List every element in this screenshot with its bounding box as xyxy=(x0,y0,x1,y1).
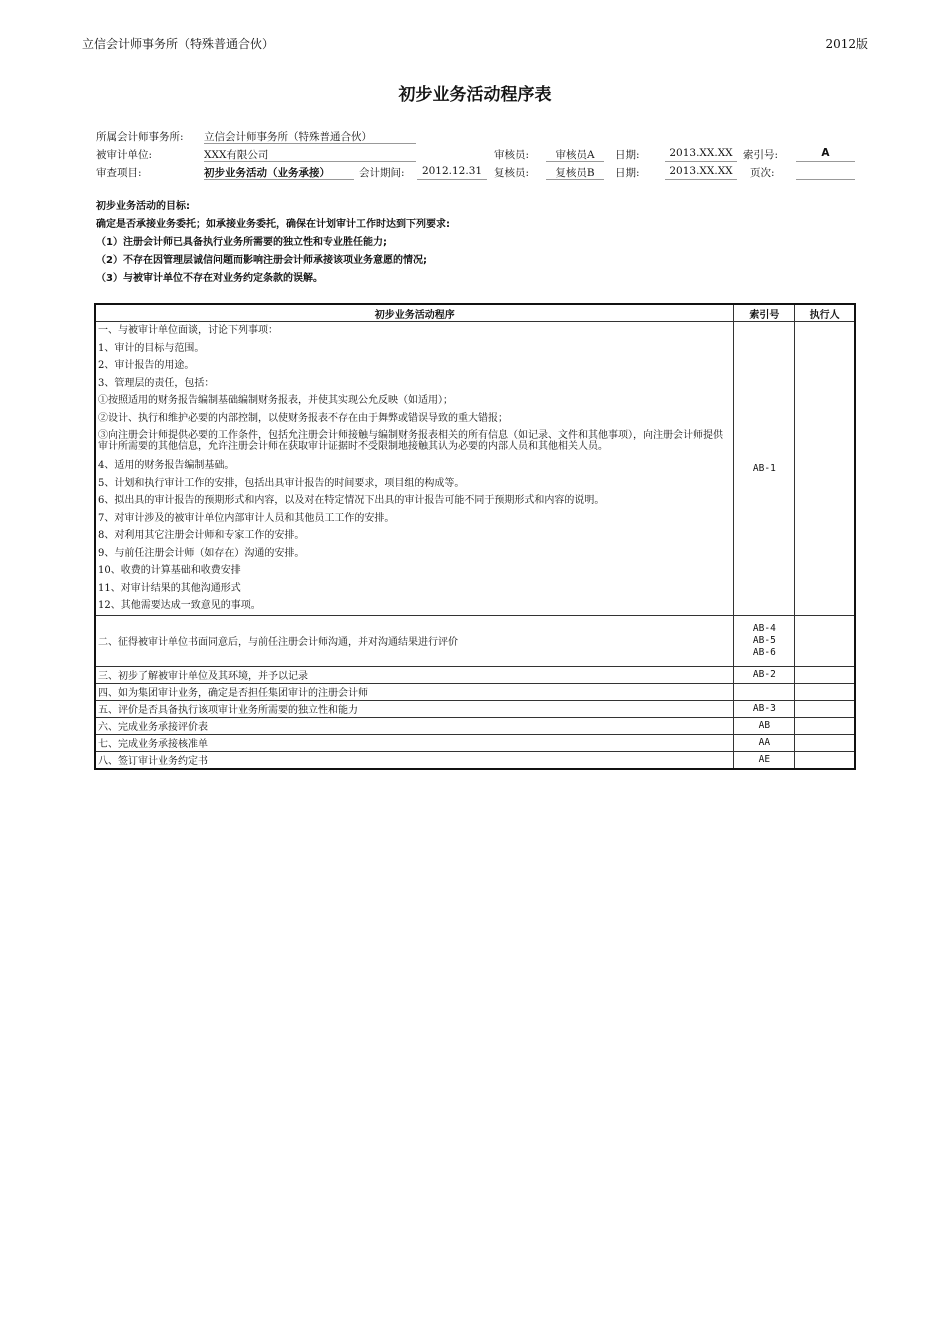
section2-text: 二、征得被审计单位书面同意后，与前任注册会计师沟通，并对沟通结果进行评价 xyxy=(95,615,734,666)
section1-line: 11、对审计结果的其他沟通形式 xyxy=(98,582,241,594)
row-index: AB xyxy=(734,717,795,734)
section1-line: 7、对审计涉及的被审计单位内部审计人员和其他员工工作的安排。 xyxy=(98,512,395,524)
page-label: 页次: xyxy=(750,167,775,179)
section1-line: 12、其他需要达成一致意见的事项。 xyxy=(98,600,261,611)
row-executor[interactable] xyxy=(795,717,855,734)
index-label: 索引号: xyxy=(743,149,779,161)
table-row xyxy=(95,717,855,734)
goals-line: （1）注册会计师已具备执行业务所需要的独立性和专业胜任能力; xyxy=(96,237,387,248)
row-executor[interactable] xyxy=(795,734,855,751)
section1-line: 4、适用的财务报告编制基础。 xyxy=(98,460,235,471)
section1-line: 8、对利用其它注册会计师和专家工作的安排。 xyxy=(98,530,305,541)
table-row xyxy=(95,615,855,666)
section2-executor[interactable] xyxy=(795,615,855,666)
date-value: 2013.XX.XX xyxy=(665,147,737,162)
index-ref: AB-5 xyxy=(752,634,776,646)
section1-executor[interactable] xyxy=(795,322,855,616)
date-label: 日期: xyxy=(615,149,640,161)
procedure-table xyxy=(94,303,856,770)
section1-line: ①按照适用的财务报告编制基础编制财务报表，并使其实现公允反映（如适用）； xyxy=(98,395,453,406)
section1-index: AB-1 xyxy=(734,322,795,616)
rechecker-value: 复核员B xyxy=(546,165,604,180)
goals-line: （2）不存在因管理层诚信问题而影响注册会计师承接该项业务意愿的情况; xyxy=(96,255,427,266)
goals-line: （3）与被审计单位不存在对业务约定条款的误解。 xyxy=(96,273,323,284)
header-version: 2012版 xyxy=(825,37,868,51)
section1-line: 9、与前任注册会计师（如存在）沟通的安排。 xyxy=(98,547,305,559)
reviewer-value: 审核员A xyxy=(546,147,604,162)
item-value: 初步业务活动（业务承接） xyxy=(204,165,354,180)
section1-line: 6、拟出具的审计报告的预期形式和内容，以及对在特定情况下出具的审计报告可能不同于预期形式和内容的说明。 xyxy=(98,495,605,506)
section1-line: ②设计、执行和维护必要的内部控制，以使财务报表不存在由于舞弊或错误导致的重大错报； xyxy=(98,412,508,424)
header-firm: 立信会计师事务所（特殊普通合伙） xyxy=(82,37,275,51)
table-row xyxy=(95,734,855,751)
row-executor[interactable] xyxy=(795,683,855,700)
row-text: 八、签订审计业务约定书 xyxy=(95,751,734,769)
reviewer-label: 审核员: xyxy=(494,149,530,161)
rechecker-label: 复核员: xyxy=(494,167,530,179)
row-text: 七、完成业务承接核准单 xyxy=(95,734,734,751)
row-index: AE xyxy=(734,751,795,769)
table-row xyxy=(95,666,855,683)
row-index xyxy=(734,683,795,700)
table-row xyxy=(95,751,855,769)
client-value: XXX有限公司 xyxy=(204,147,416,162)
period-label: 会计期间: xyxy=(359,167,405,179)
section1-line: 3、管理层的责任，包括： xyxy=(98,377,215,389)
section1-line: 一、与被审计单位面谈，讨论下列事项： xyxy=(98,325,278,336)
header-procedure: 初步业务活动程序 xyxy=(95,304,734,322)
client-label: 被审计单位: xyxy=(96,149,153,161)
section1-line: 10、收费的计算基础和收费安排 xyxy=(98,565,241,576)
table-header-row xyxy=(95,304,855,322)
section2-index xyxy=(734,615,795,666)
row-index: AA xyxy=(734,734,795,751)
page-title: 初步业务活动程序表 xyxy=(398,85,552,105)
page-value xyxy=(796,165,855,180)
header-executor: 执行人 xyxy=(795,304,855,322)
row-executor[interactable] xyxy=(795,666,855,683)
section1-line: 5、计划和执行审计工作的安排，包括出具审计报告的时间要求，项目组的构成等。 xyxy=(98,477,465,489)
table-row xyxy=(95,700,855,717)
row-executor[interactable] xyxy=(795,751,855,769)
goals-block xyxy=(96,198,450,288)
firm-label: 所属会计师事务所: xyxy=(96,131,184,143)
row-index: AB-2 xyxy=(734,666,795,683)
row-text: 五、评价是否具备执行该项审计业务所需要的独立性和能力 xyxy=(95,700,734,717)
row-text: 四、如为集团审计业务，确定是否担任集团审计的注册会计师 xyxy=(95,683,734,700)
index-ref: AB-6 xyxy=(752,646,776,658)
index-ref: AB-4 xyxy=(752,622,776,634)
date2-value: 2013.XX.XX xyxy=(665,165,737,180)
firm-value: 立信会计师事务所（特殊普通合伙） xyxy=(204,129,416,144)
goals-heading: 初步业务活动的目标: xyxy=(96,201,190,212)
item-label: 审查项目: xyxy=(96,167,142,179)
date2-label: 日期: xyxy=(615,167,640,179)
table-row xyxy=(95,322,855,616)
period-value: 2012.12.31 xyxy=(417,165,487,180)
table-row xyxy=(95,683,855,700)
row-index: AB-3 xyxy=(734,700,795,717)
header-index: 索引号 xyxy=(734,304,795,322)
index-value: A xyxy=(796,147,855,162)
section1-line: 2、审计报告的用途。 xyxy=(98,360,195,371)
section1-line: ③向注册会计师提供必要的工作条件，包括允注册会计师接触与编制财务报表相关的所有信息（如记录、文件和其他事项），向注册会计师提供审计所需要的其他信息，允许注册会计师在获取审计证据时不受限制地接触其认为必要的内部人员和其他相关人员。 xyxy=(98,430,723,452)
section1-line: 1、审计的目标与范围。 xyxy=(98,342,205,354)
row-text: 六、完成业务承接评价表 xyxy=(95,717,734,734)
goals-line: 确定是否承接业务委托；如承接业务委托，确保在计划审计工作时达到下列要求: xyxy=(96,219,450,230)
row-text: 三、初步了解被审计单位及其环境，并予以记录 xyxy=(95,666,734,683)
row-executor[interactable] xyxy=(795,700,855,717)
section1-cell xyxy=(95,322,734,616)
